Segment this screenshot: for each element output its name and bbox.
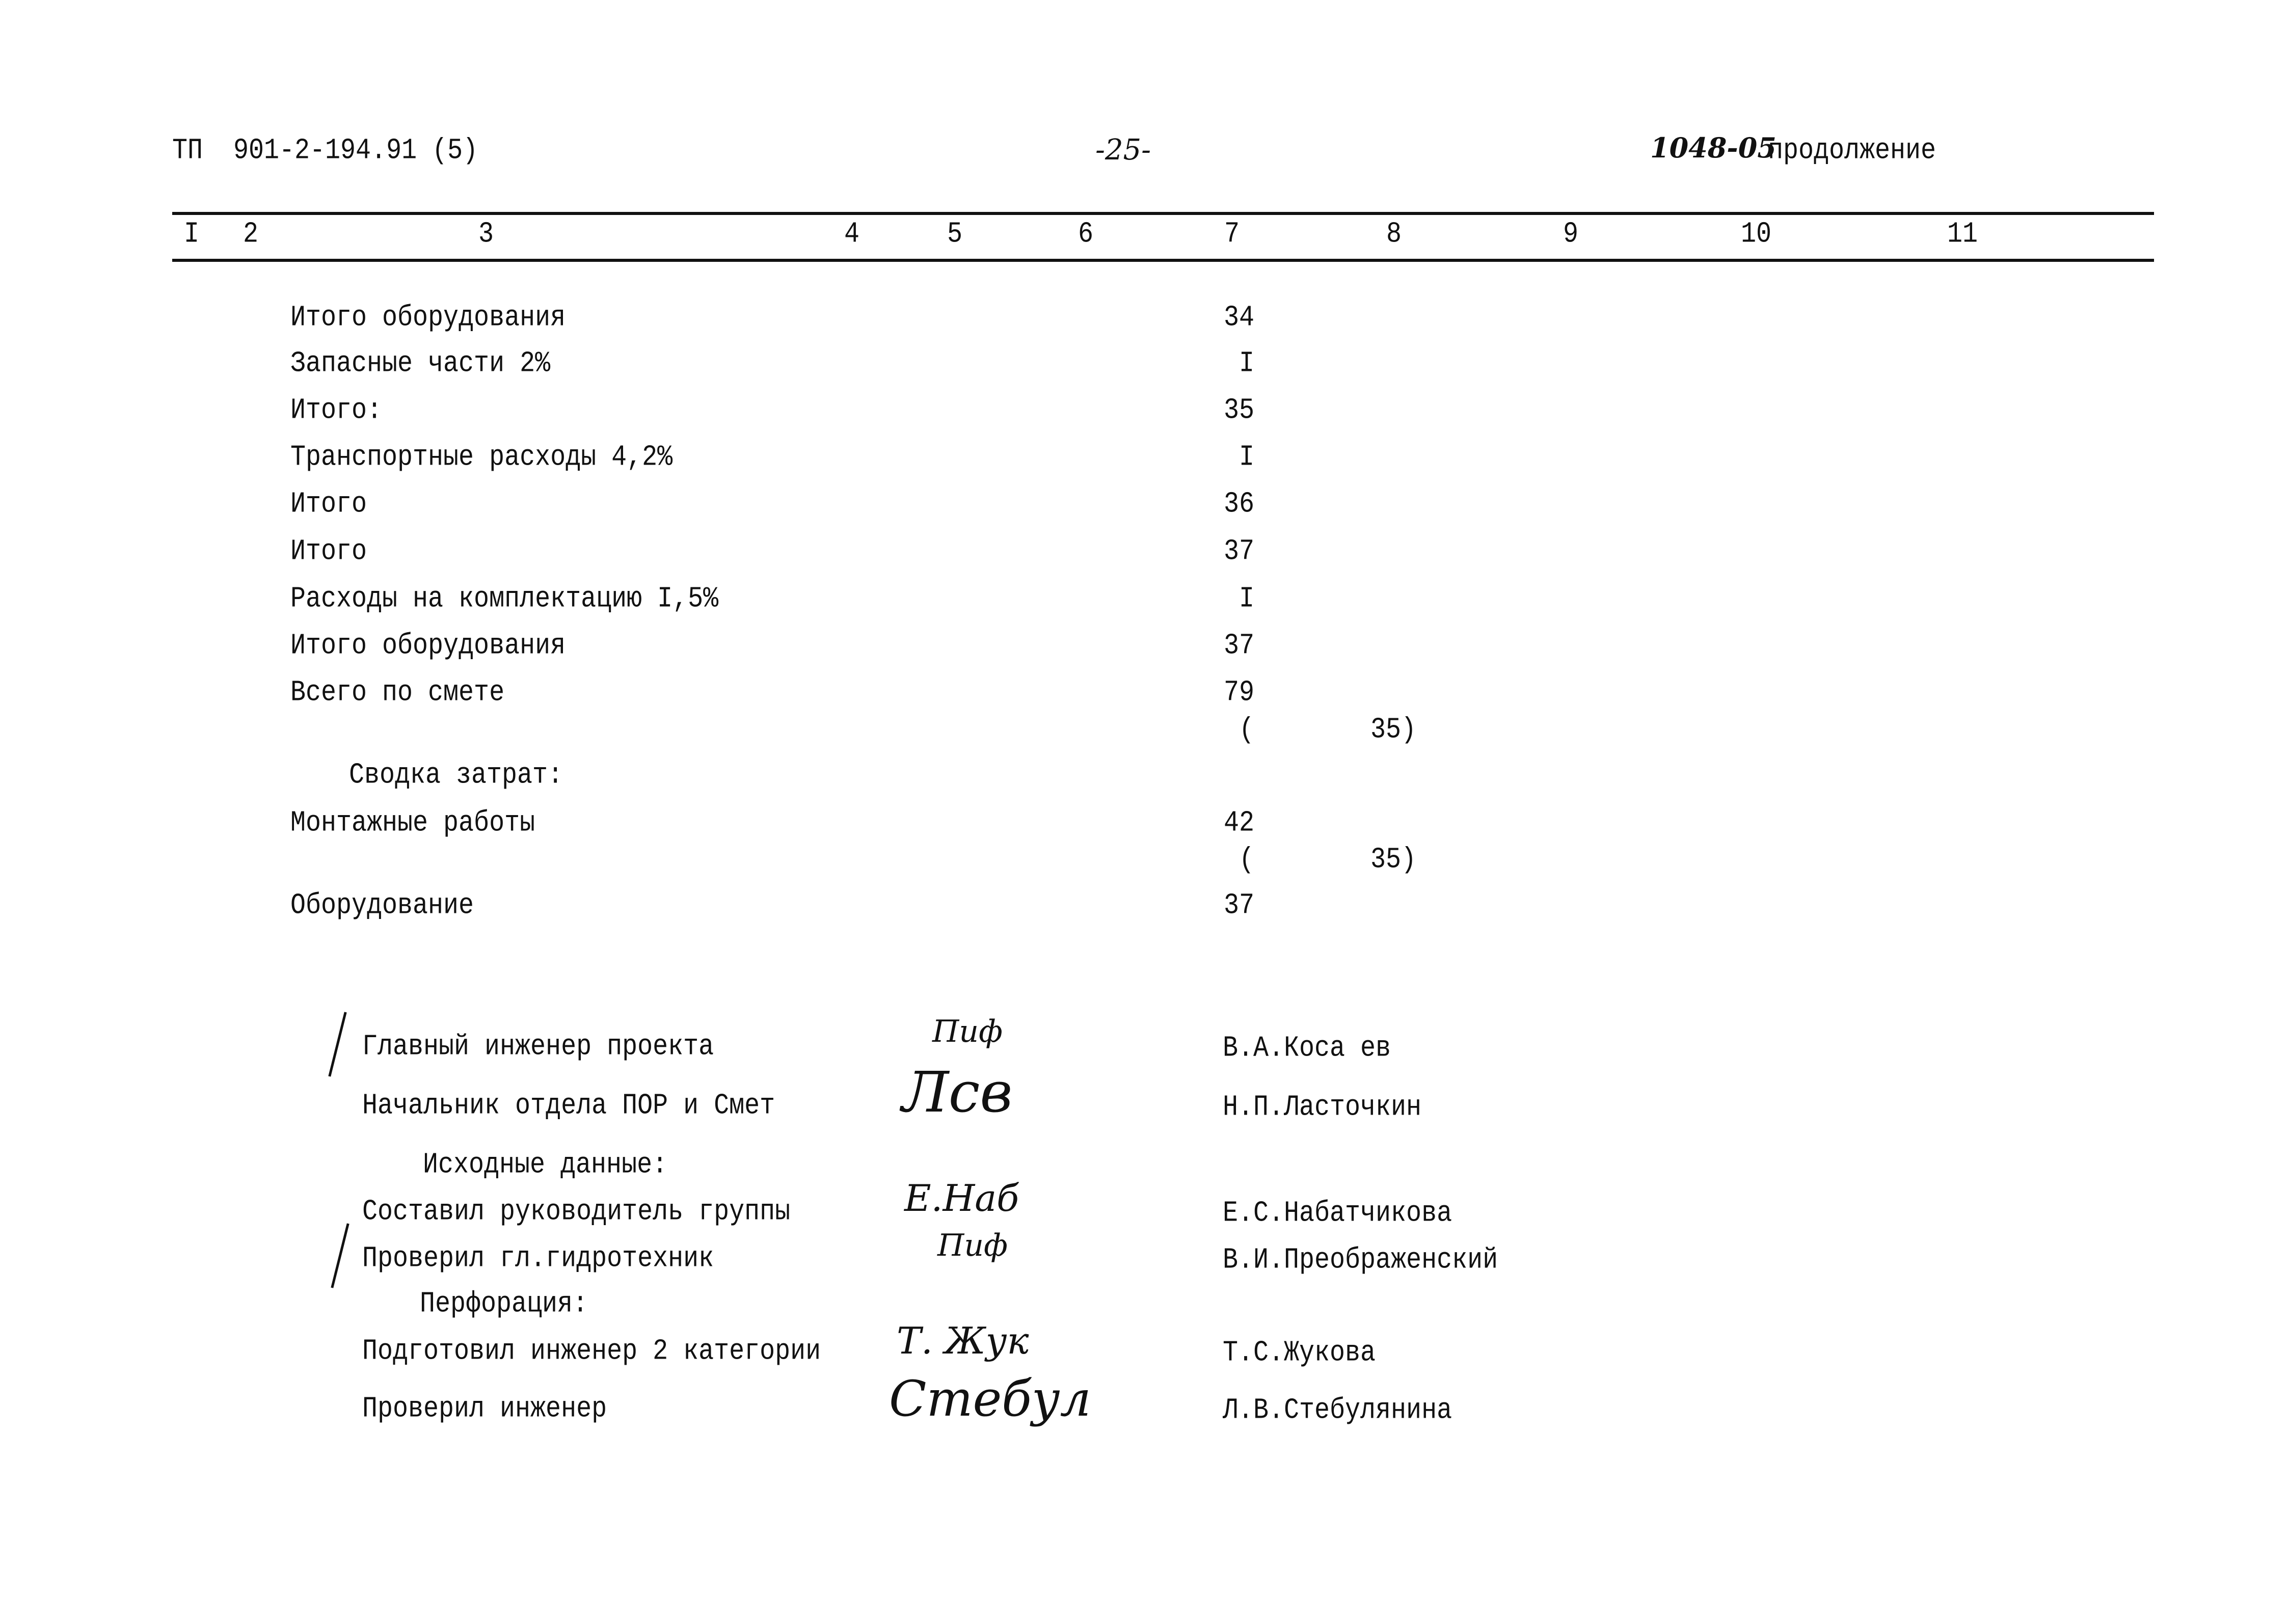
column-header: 10 [1740, 218, 1772, 251]
margin-mark [328, 1012, 346, 1076]
section-title: Исходные данные: [423, 1148, 668, 1182]
margin-mark [331, 1223, 349, 1288]
handwritten-signature: Е.Наб [904, 1177, 1019, 1220]
signature-role: Проверил инженер [362, 1392, 607, 1426]
column-header: 2 [243, 218, 259, 251]
row-value: I [1239, 347, 1255, 381]
row-value: I [1239, 441, 1255, 474]
column-header: 9 [1563, 218, 1579, 251]
summary-label: Монтажные работы [290, 806, 535, 840]
column-header: 5 [947, 218, 963, 251]
column-header: I [183, 218, 200, 251]
paren-open: ( [1239, 843, 1255, 877]
column-header: 7 [1224, 218, 1240, 251]
row-label: Итого [290, 535, 367, 569]
handwritten-signature: Пиф [932, 1014, 1003, 1049]
summary-value: 42 [1223, 806, 1255, 840]
signatory-name: В.А.Коса ев [1223, 1032, 1391, 1065]
table-header-rule [172, 259, 2154, 262]
signature-role: Проверил гл.гидротехник [362, 1242, 714, 1276]
handwritten-signature: Т. Жук [897, 1319, 1029, 1362]
signature-role: Начальник отдела ПОР и Смет [362, 1089, 775, 1123]
signatory-name: Л.В.Стебулянина [1223, 1394, 1452, 1427]
row-label: Запасные части 2% [290, 347, 551, 381]
signature-role: Составил руководитель группы [362, 1195, 791, 1229]
row-label: Итого: [290, 394, 383, 427]
paren-open: ( [1239, 713, 1255, 747]
summary-label: Оборудование [290, 889, 474, 923]
row-label: Транспортные расходы 4,2% [290, 441, 673, 474]
table-top-rule [172, 212, 2154, 215]
row-label: Итого оборудования [290, 301, 566, 335]
paren-value: 35) [1370, 843, 1417, 877]
row-value: 79 [1223, 676, 1255, 710]
summary-value: 37 [1223, 889, 1255, 923]
row-value: 37 [1223, 535, 1255, 569]
paren-value: 35) [1370, 713, 1417, 747]
handwritten-reference: 1048-05 [1650, 131, 1777, 164]
signatory-name: Т.С.Жукова [1223, 1336, 1376, 1370]
column-header: 3 [478, 218, 494, 251]
row-value: 34 [1223, 301, 1255, 335]
document-code: ТП 901-2-194.91 (5) [172, 134, 478, 168]
signature-role: Подготовил инженер 2 категории [362, 1335, 821, 1368]
row-value: I [1239, 582, 1255, 616]
column-header: 8 [1386, 218, 1402, 251]
signature-role: Главный инженер проекта [362, 1030, 714, 1064]
column-header: 11 [1947, 218, 1978, 251]
column-header: 6 [1078, 218, 1094, 251]
row-value: 36 [1223, 488, 1255, 521]
handwritten-signature: Стебул [889, 1370, 1091, 1427]
row-label: Всего по смете [290, 676, 505, 710]
handwritten-signature: Лсв [902, 1060, 1013, 1125]
continuation-label: продолжение [1768, 134, 1936, 168]
row-label: Расходы на комплектацию I,5% [290, 582, 719, 616]
row-label: Итого оборудования [290, 629, 566, 663]
page-number: -25- [1095, 133, 1151, 167]
summary-title: Сводка затрат: [349, 759, 563, 792]
column-header: 4 [844, 218, 860, 251]
section-title: Перфорация: [420, 1287, 588, 1321]
handwritten-signature: Пиф [937, 1228, 1008, 1263]
signatory-name: Н.П.Ласточкин [1223, 1091, 1422, 1124]
signatory-name: В.И.Преображенский [1223, 1243, 1498, 1277]
row-value: 35 [1223, 394, 1255, 427]
row-label: Итого [290, 488, 367, 521]
signatory-name: Е.С.Набатчикова [1223, 1197, 1452, 1230]
row-value: 37 [1223, 629, 1255, 663]
